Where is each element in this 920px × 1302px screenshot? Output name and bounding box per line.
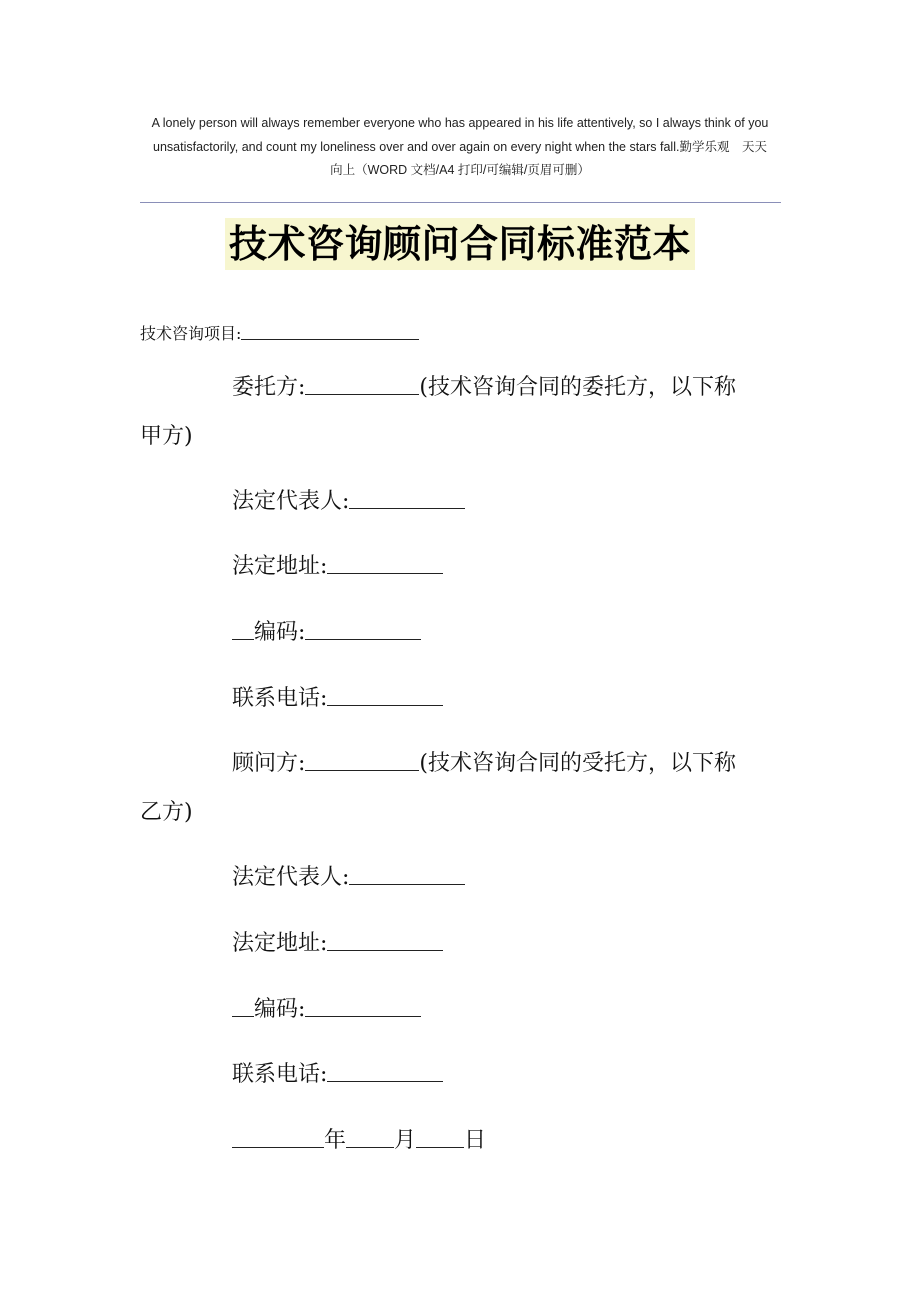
party-b-note: (技术咨询合同的受托方，以下称 — [419, 751, 737, 776]
party-a-blank — [305, 394, 419, 395]
party-a-rep-blank — [349, 508, 465, 509]
title-container — [0, 218, 920, 270]
header-line-1: A lonely person will always remember everyone who has appeared in his life attentively, so I always think of you — [151, 116, 769, 130]
page-header — [140, 112, 780, 183]
party-b-note-cont: 乙方) — [140, 800, 193, 825]
party-a-note-cont: 甲方) — [140, 424, 193, 449]
party-b-line — [232, 749, 736, 779]
party-a-line — [232, 373, 736, 403]
party-b-address-blank — [327, 950, 443, 951]
party-a-phone-blank — [327, 705, 443, 706]
party-b-rep-label: 法定代表人: — [232, 865, 350, 890]
year-blank — [232, 1147, 324, 1148]
year-label: 年 — [324, 1128, 347, 1153]
party-b-postcode-label: 编码: — [254, 997, 306, 1022]
project-label: 技术咨询项目: — [140, 324, 242, 343]
party-a-label: 委托方: — [232, 375, 306, 400]
day-label: 日 — [464, 1128, 487, 1153]
party-a-phone-label: 联系电话: — [232, 686, 328, 711]
party-b-address-line — [232, 929, 443, 959]
document-title: 技术咨询顾问合同标准范本 — [225, 218, 695, 270]
party-b-rep-blank — [349, 884, 465, 885]
party-a-note: (技术咨询合同的委托方，以下称 — [419, 375, 737, 400]
party-b-label: 顾问方: — [232, 751, 306, 776]
project-line — [140, 322, 419, 346]
party-b-rep-line — [232, 863, 465, 893]
party-b-blank — [305, 770, 419, 771]
header-line-2: unsatisfactorily, and count my loneliness over and over again on every night when the stars fall.勤学乐观 天天 — [153, 139, 767, 154]
party-a-postcode-line — [232, 618, 421, 648]
party-b-postcode-prefix-blank — [232, 1016, 254, 1017]
party-a-postcode-blank — [305, 639, 421, 640]
day-blank — [416, 1147, 464, 1148]
party-a-postcode-prefix-blank — [232, 639, 254, 640]
party-b-phone-label: 联系电话: — [232, 1062, 328, 1087]
party-a-phone-line — [232, 684, 443, 714]
party-b-postcode-line — [232, 995, 421, 1025]
party-a-address-blank — [327, 573, 443, 574]
month-label: 月 — [394, 1128, 417, 1153]
party-b-phone-blank — [327, 1081, 443, 1082]
project-blank — [241, 339, 419, 340]
party-a-rep-label: 法定代表人: — [232, 489, 350, 514]
header-line-3: 向上（WORD 文档/A4 打印/可编辑/页眉可删） — [330, 163, 590, 177]
party-a-postcode-label: 编码: — [254, 620, 306, 645]
party-a-rep-line — [232, 487, 465, 517]
header-divider — [140, 202, 781, 203]
party-b-phone-line — [232, 1060, 443, 1090]
date-line — [232, 1126, 486, 1156]
party-b-postcode-blank — [305, 1016, 421, 1017]
party-b-address-label: 法定地址: — [232, 931, 328, 956]
month-blank — [346, 1147, 394, 1148]
party-a-address-line — [232, 552, 443, 582]
party-a-address-label: 法定地址: — [232, 554, 328, 579]
